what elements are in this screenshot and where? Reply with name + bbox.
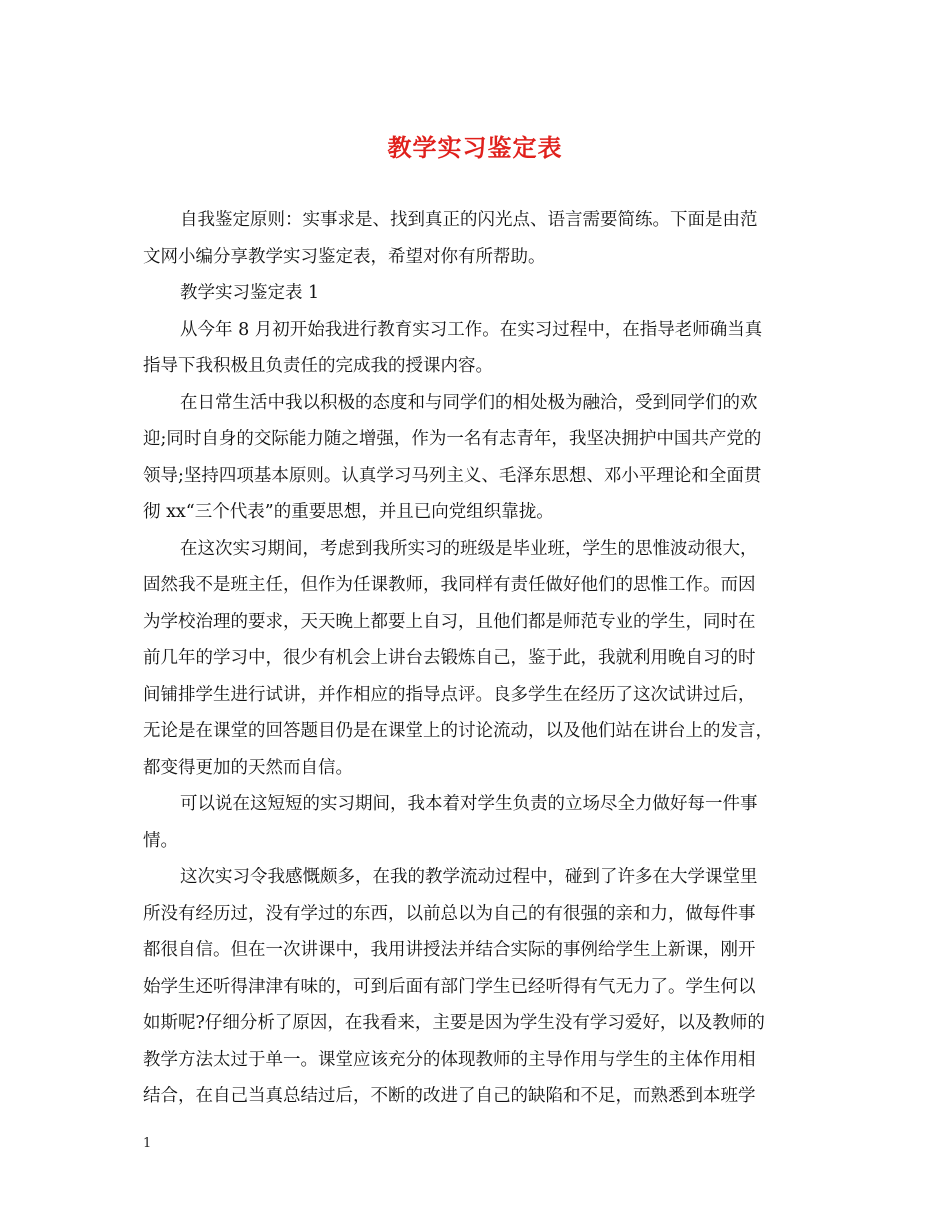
text-line: 所没有经历过，没有学过的东西，以前总以为自己的有很强的亲和力，做每件事 [143, 903, 756, 924]
text-line: 固然我不是班主任，但作为任课教师，我同样有责任做好他们的思惟工作。而因 [143, 575, 756, 595]
text-line: 间铺排学生进行试讲，并作相应的指导点评。良多学生在经历了这次试讲过后， [143, 684, 756, 705]
text-line: 结合，在自己当真总结过后，不断的改进了自己的缺陷和不足，而熟悉到本班学 [143, 1086, 756, 1106]
text-line: 在日常生活中我以积极的态度和与同学们的相处极为融洽，受到同学们的欢 [180, 392, 758, 413]
text-line: 都变得更加的天然而自信。 [143, 757, 353, 778]
text-line: 始学生还听得津津有味的，可到后面有部门学生已经听得有气无力了。学生何以 [143, 976, 756, 997]
text-line: 迎;同时自身的交际能力随之增强，作为一名有志青年，我坚决拥护中国共产党的 [143, 429, 762, 449]
text-line: 情。 [143, 830, 178, 851]
text-line: 如斯呢?仔细分析了原因，在我看来，主要是因为学生没有学习爱好，以及教师的 [143, 1013, 765, 1033]
text-line: 都很自信。但在一次讲课中，我用讲授法并结合实际的事例给学生上新课，刚开 [143, 940, 756, 960]
text-line: 前几年的学习中，很少有机会上讲台去锻炼自己，鉴于此，我就利用晚自习的时 [143, 648, 756, 668]
document-body [143, 202, 808, 1115]
text-line: 这次实习令我感慨颇多，在我的教学流动过程中，碰到了许多在大学课堂里 [180, 867, 758, 887]
text-line: 在这次实习期间，考虑到我所实习的班级是毕业班，学生的思惟波动很大， [180, 538, 758, 559]
text-line: 无论是在课堂的回答题目仍是在课堂上的讨论流动，以及他们站在讲台上的发言， [143, 721, 773, 741]
text-line: 领导;坚持四项基本原则。认真学习马列主义、毛泽东思想、邓小平理论和全面贯 [143, 465, 762, 486]
text-line: 彻 xx“三个代表”的重要思想，并且已向党组织靠拢。 [143, 502, 554, 522]
text-line: 教学方法太过于单一。课堂应该充分的体现教师的主导作用与学生的主体作用相 [143, 1049, 756, 1070]
text-line: 自我鉴定原则：实事求是、找到真正的闪光点、语言需要简练。下面是由范 [180, 210, 758, 230]
text-line: 为学校治理的要求，天天晚上都要上自习，且他们都是师范专业的学生，同时在 [143, 611, 756, 632]
page-number: 1 [143, 1136, 152, 1151]
text-line: 指导下我积极且负责任的完成我的授课内容。 [143, 356, 493, 376]
text-line: 从今年 8 月初开始我进行教育实习工作。在实习过程中，在指导老师确当真 [180, 319, 763, 340]
text-line: 文网小编分享教学实习鉴定表，希望对你有所帮助。 [143, 246, 546, 267]
document-title: 教学实习鉴定表 [387, 133, 563, 162]
text-line: 教学实习鉴定表 1 [180, 283, 320, 303]
text-line: 可以说在这短短的实习期间，我本着对学生负责的立场尽全力做好每一件事 [180, 794, 758, 814]
